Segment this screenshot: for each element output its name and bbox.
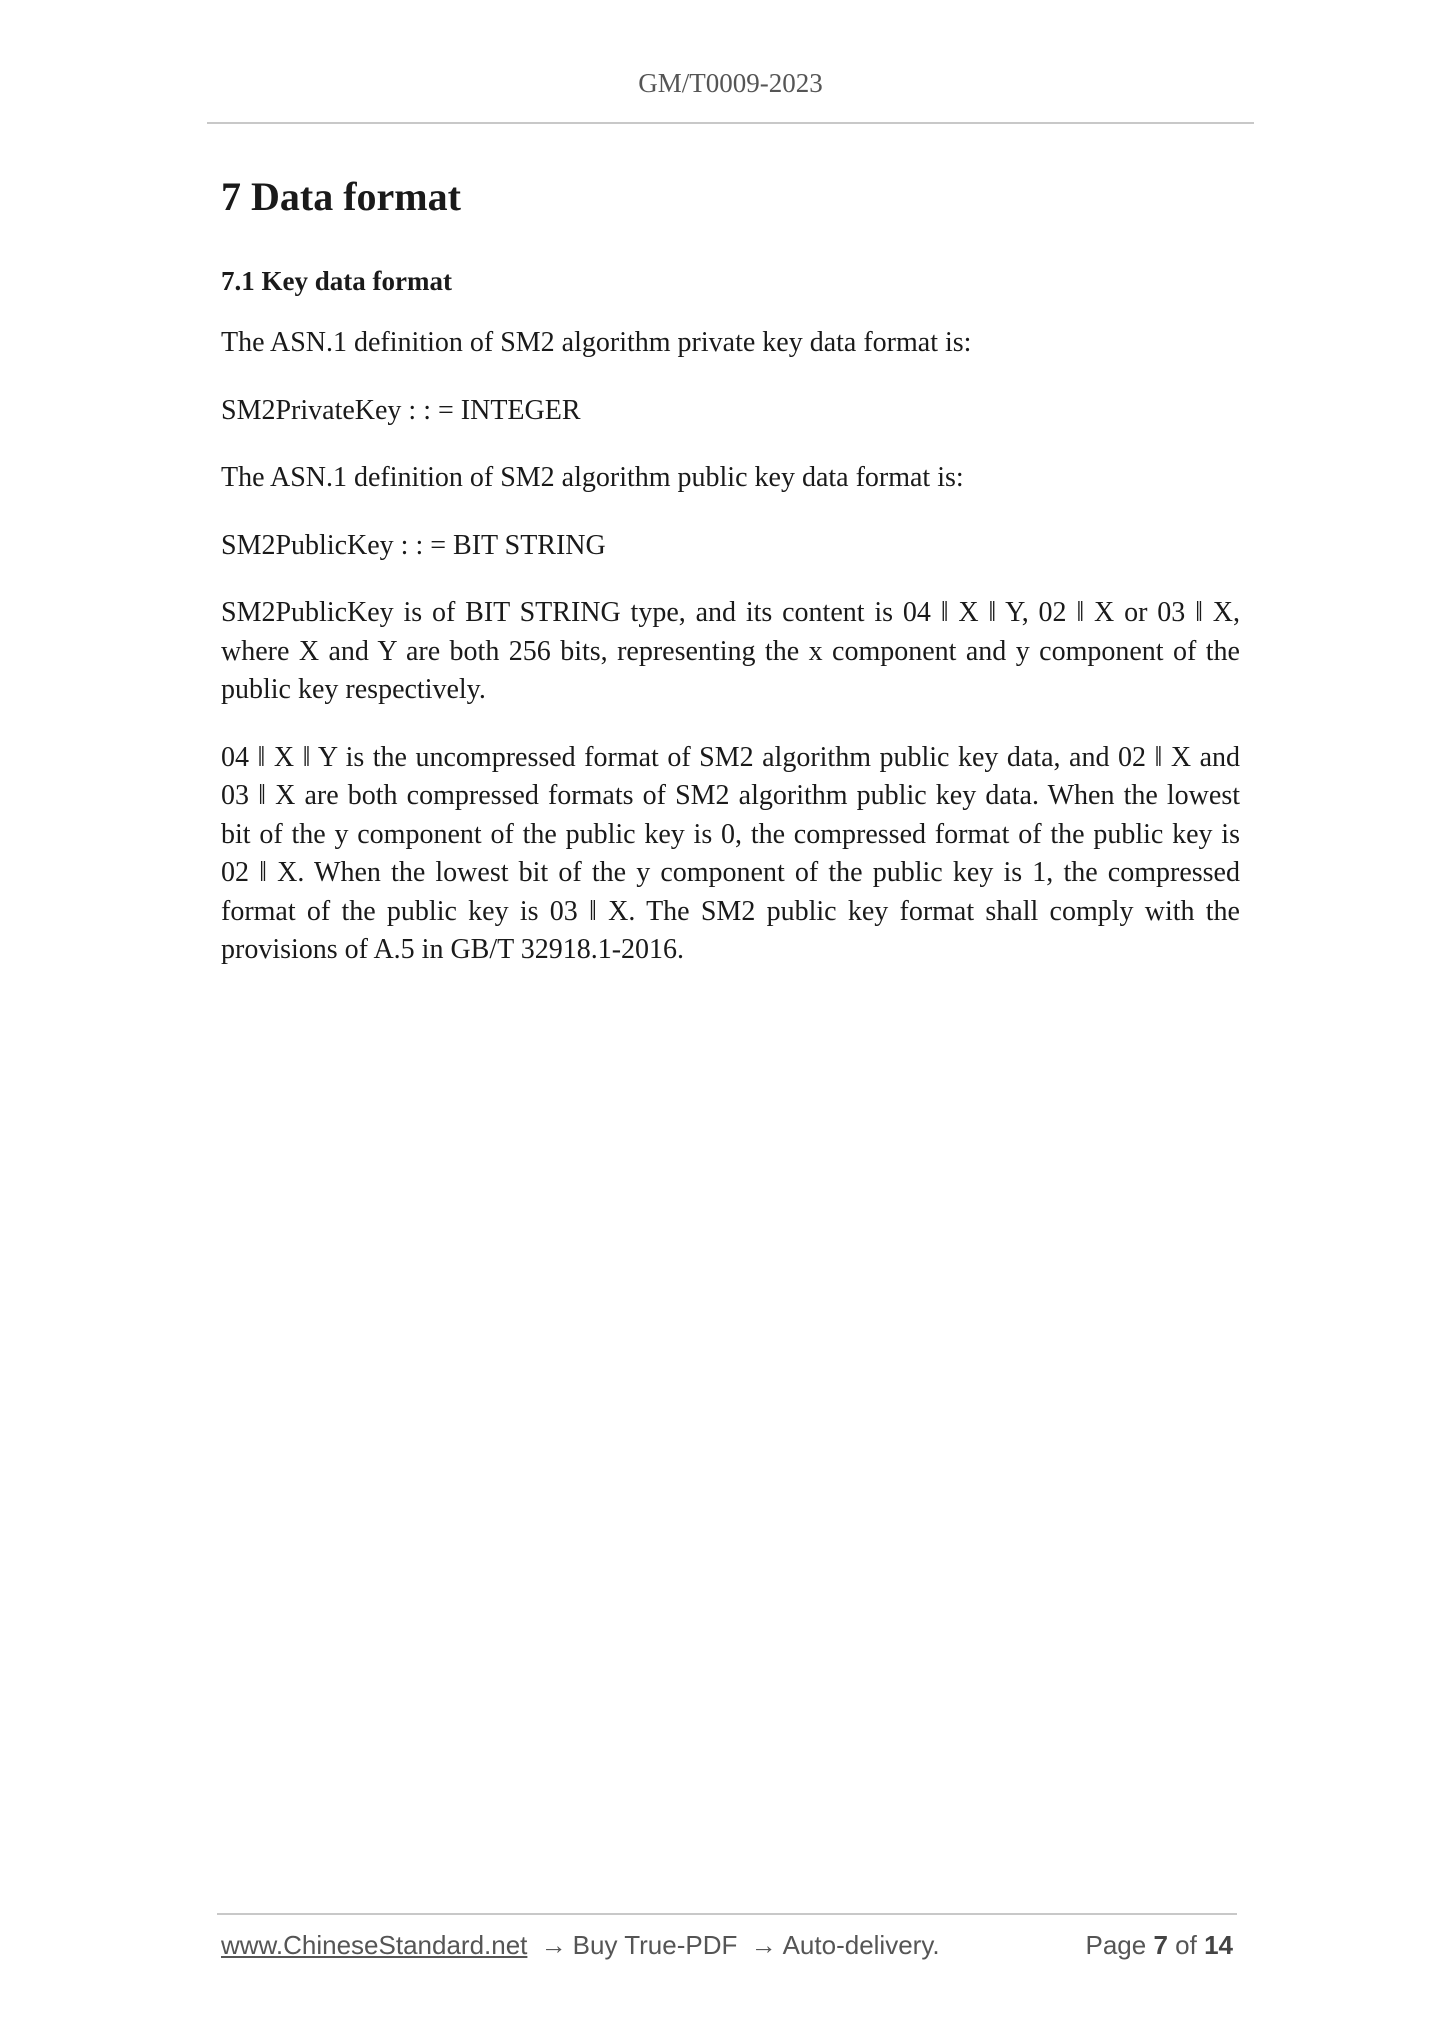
page-label: Page — [1085, 1930, 1147, 1960]
page-of: of — [1175, 1930, 1197, 1960]
arrow-right-icon: → — [540, 1930, 567, 1960]
paragraph-public-key-definition: SM2PublicKey : : = BIT STRING — [221, 529, 606, 561]
header-divider — [207, 122, 1254, 124]
page-content — [221, 170, 1240, 999]
page-indicator — [1085, 1930, 1233, 1961]
paragraph-compression-formats: 04 ‖ X ‖ Y is the uncompressed format of SM2 algorithm public key data, and 02 ‖ X and 03 ‖ X are both compressed formats of SM2 algorithm public key data. When the lowest bit of the y component of the public key is 0, the compressed format of the public key is 02 ‖ X. When the lowest bit of the y component of the public key is 1, the compressed format of the public key is 03 ‖ X. The SM2 public key format shall comply with the provisions of A.5 in GB/T 32918.1-2016. — [221, 741, 1240, 965]
arrow-right-icon: → — [750, 1930, 777, 1960]
paragraph-public-key-content: SM2PublicKey is of BIT STRING type, and its content is 04 ‖ X ‖ Y, 02 ‖ X or 03 ‖ X, where X and Y are both 256 bits, representing the x component and y component of the public key respectively. — [221, 597, 1240, 705]
paragraph-private-key-definition: SM2PrivateKey : : = INTEGER — [221, 394, 581, 426]
delivery-text: Auto-delivery. — [782, 1930, 940, 1960]
page-total: 14 — [1204, 1930, 1233, 1960]
footer-divider — [217, 1913, 1237, 1915]
page-current: 7 — [1153, 1930, 1168, 1960]
paragraph-private-key-intro: The ASN.1 definition of SM2 algorithm private key data format is: — [221, 327, 972, 358]
buy-text: Buy True-PDF — [572, 1930, 738, 1960]
section-title: 7 Data format — [221, 174, 461, 219]
page-header-doc-code: GM/T0009-2023 — [638, 68, 823, 98]
page-footer — [221, 1930, 1233, 1961]
footer-promo — [221, 1930, 940, 1961]
paragraph-public-key-intro: The ASN.1 definition of SM2 algorithm public key data format is: — [221, 462, 964, 493]
site-link[interactable]: www.ChineseStandard.net — [221, 1930, 528, 1960]
subsection-title: 7.1 Key data format — [221, 266, 452, 296]
